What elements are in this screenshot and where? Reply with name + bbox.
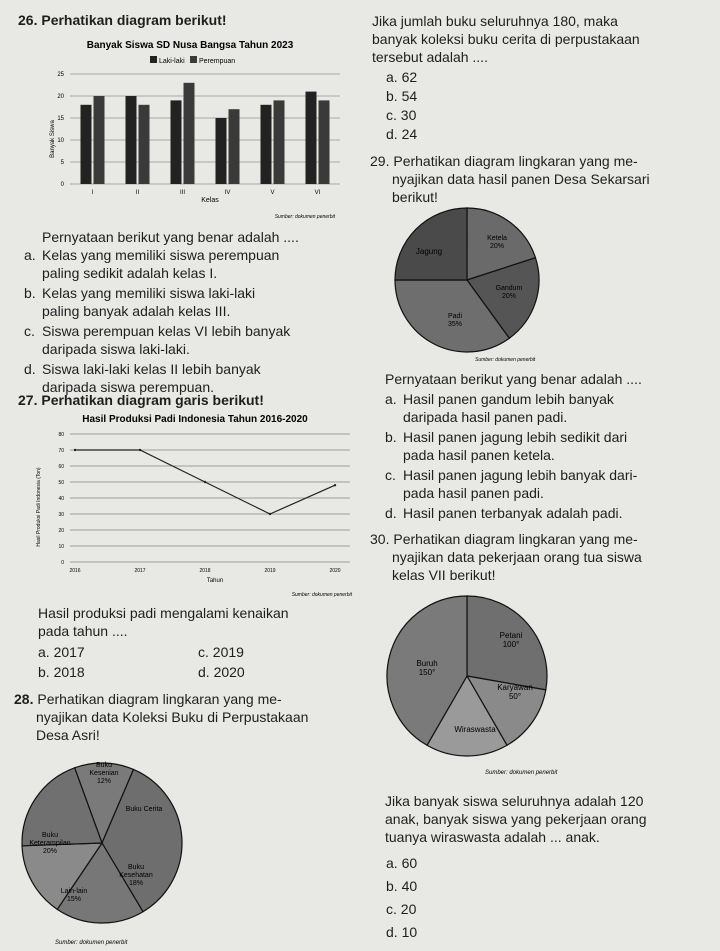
- pie-chart-panen: [385, 205, 575, 365]
- line-ytick-label: 0: [61, 560, 64, 566]
- bar-chart-siswa: [40, 34, 360, 224]
- q29-prompt-line: Perhatikan diagram lingkaran yang me-: [393, 153, 638, 169]
- q27-option-a-letter: a.: [38, 644, 50, 660]
- bar-xtick-label: I: [91, 190, 94, 196]
- legend-swatch-perempuan: [190, 56, 197, 63]
- line-chart-source: Sumber: dokumen penerbit: [291, 592, 352, 598]
- q27-option-c[interactable]: [198, 644, 244, 660]
- line-point: [334, 484, 336, 486]
- q30-number: 30.: [370, 531, 390, 547]
- q26-header: [18, 12, 227, 28]
- pie-label: 20%: [489, 243, 505, 250]
- line-ytick-label: 80: [58, 432, 64, 438]
- q30-prompt-line: kelas VII berikut!: [392, 567, 496, 583]
- q30-question-line: anak, banyak siswa yang pekerjaan orang: [385, 811, 647, 827]
- q30-prompt-line: Perhatikan diagram lingkaran yang me-: [393, 531, 638, 547]
- q28-option-b-text: 54: [401, 88, 418, 104]
- line-chart-padi: [30, 412, 360, 600]
- q30-option-c[interactable]: [386, 898, 417, 921]
- pie-label: Petani: [499, 631, 523, 640]
- bar-xtick-label: II: [135, 190, 140, 196]
- q30-option-c-text: 20: [400, 901, 417, 917]
- pie-label: Ketela: [487, 235, 507, 242]
- q28-continuation-line: tersebut adalah ....: [372, 49, 488, 65]
- q26-option-a-letter: a.: [24, 247, 36, 263]
- q29-option-b[interactable]: [385, 428, 715, 464]
- pie-label: 20%: [501, 293, 517, 300]
- q28-continuation-line: Jika jumlah buku seluruhnya 180, maka: [372, 13, 618, 29]
- pie-label: Karyawan: [497, 683, 533, 692]
- q26-options: [24, 246, 364, 396]
- pie-label: Padi: [447, 313, 463, 320]
- pie-panen-slice: [395, 208, 467, 280]
- pie-label: Buku: [96, 762, 112, 769]
- pie-label: 18%: [128, 880, 144, 887]
- q30-option-d-text: 10: [401, 924, 418, 940]
- q27-header: [18, 392, 264, 408]
- q27-option-b-text: 2018: [53, 664, 85, 680]
- pie-kerja-source: Sumber: dokumen penerbit: [485, 770, 558, 776]
- bar-xtick-label: V: [270, 190, 275, 196]
- q26-option-b-line: Kelas yang memiliki siswa laki-laki: [42, 285, 256, 301]
- q28-option-a-letter: a.: [386, 69, 398, 85]
- q28-option-a-text: 62: [401, 69, 418, 85]
- q30-option-b-text: 40: [401, 878, 418, 894]
- bar-perempuan: [319, 100, 330, 184]
- q29-option-a-line: Hasil panen gandum lebih banyak: [403, 391, 614, 407]
- pie-label: 35%: [447, 321, 463, 328]
- q27-question-line: Hasil produksi padi mengalami kenaikan: [38, 605, 289, 621]
- bar-perempuan: [184, 83, 195, 184]
- line-point: [269, 513, 271, 515]
- q28-prompt-line: nyajikan data Koleksi Buku di Perpustakaan: [36, 709, 309, 725]
- q28-continuation-line: banyak koleksi buku cerita di perpustakaan: [372, 31, 640, 47]
- line-xtick-label: 2019: [264, 568, 276, 574]
- pie-label: 100°: [502, 640, 520, 649]
- q28-number: 28.: [14, 691, 34, 707]
- bar-chart-legend: [150, 56, 235, 65]
- q27-option-c-letter: c.: [198, 644, 209, 660]
- bar-laki: [81, 105, 92, 184]
- q26-statement: Pernyataan berikut yang benar adalah ....: [42, 229, 299, 245]
- q30-option-b[interactable]: [386, 875, 417, 898]
- q27-option-a[interactable]: [38, 644, 198, 660]
- q26-option-a[interactable]: [24, 246, 364, 282]
- q26-option-b[interactable]: [24, 284, 364, 320]
- line-ytick-label: 30: [58, 512, 64, 518]
- pie-label: Kesenian: [89, 770, 119, 777]
- q29-option-b-letter: b.: [385, 429, 397, 445]
- q26-option-b-letter: b.: [24, 285, 36, 301]
- bar-ytick-label: 5: [60, 160, 64, 166]
- q28-option-c[interactable]: [386, 106, 417, 125]
- q29-options: [385, 390, 715, 522]
- pie-label: 50°: [508, 692, 522, 701]
- q28-option-a[interactable]: [386, 68, 417, 87]
- q27-option-b[interactable]: [38, 664, 198, 680]
- q29-option-a-line: daripada hasil panen padi.: [403, 409, 568, 425]
- pie-label: 15%: [66, 896, 82, 903]
- bar-laki: [261, 105, 272, 184]
- q30-option-a-text: 60: [401, 855, 418, 871]
- q29-option-a[interactable]: [385, 390, 715, 426]
- line-point: [204, 481, 206, 483]
- q27-prompt: Perhatikan diagram garis berikut!: [41, 392, 264, 408]
- legend-perempuan: Perempuan: [199, 58, 236, 65]
- bar-perempuan: [139, 105, 150, 184]
- q29-option-d-line: Hasil panen terbanyak adalah padi.: [403, 505, 623, 521]
- q26-option-d-line: daripada siswa perempuan.: [42, 379, 214, 395]
- bar-laki: [306, 92, 317, 184]
- q29-option-c-line: Hasil panen jagung lebih banyak dari-: [403, 467, 638, 483]
- q30-question-line: Jika banyak siswa seluruhnya adalah 120: [385, 793, 644, 809]
- q30-options: [386, 852, 417, 944]
- q30-option-d-letter: d.: [386, 924, 398, 940]
- q29-prompt-line: nyajikan data hasil panen Desa Sekarsari: [392, 171, 650, 187]
- q30-prompt-line: nyajikan data pekerjaan orang tua siswa: [392, 549, 642, 565]
- pie-label: Keterampilan: [29, 840, 71, 847]
- pie-label: Wiraswasta: [454, 725, 496, 734]
- bar-chart-source: Sumber: dokumen penerbit: [274, 214, 335, 220]
- q28-option-c-text: 30: [400, 107, 417, 123]
- pie-label: Kesehatan: [119, 872, 153, 879]
- pie-label: Buku: [128, 864, 144, 871]
- bar-xtick-label: III: [179, 190, 186, 196]
- q26-option-d[interactable]: [24, 360, 364, 396]
- line-xtick-label: 2017: [134, 568, 146, 574]
- pie-label: Jagung: [415, 247, 443, 256]
- q27-option-d[interactable]: [198, 664, 245, 680]
- q29-option-c-letter: c.: [385, 467, 396, 483]
- q30-option-d[interactable]: [386, 921, 417, 944]
- pie-label: Buku: [42, 832, 58, 839]
- bar-xtick-label: VI: [314, 190, 321, 196]
- q28-option-d[interactable]: [386, 125, 417, 144]
- q30-option-b-letter: b.: [386, 878, 398, 894]
- pie-buku-source: Sumber: dokumen penerbit: [55, 940, 128, 946]
- line-ytick-label: 70: [58, 448, 64, 454]
- line-chart-ylabel: Hasil Produksi Padi Indonesia (Ton): [36, 467, 42, 547]
- bar-perempuan: [94, 96, 105, 184]
- bar-perempuan: [229, 109, 240, 184]
- q27-option-d-letter: d.: [198, 664, 210, 680]
- line-ytick-label: 10: [58, 544, 64, 550]
- q28-continuation: [372, 12, 712, 66]
- bar-ytick-label: 15: [57, 116, 64, 122]
- bar-xtick-label: IV: [224, 190, 231, 196]
- q29-option-b-line: Hasil panen jagung lebih sedikit dari: [403, 429, 628, 445]
- q28-prompt-line: Perhatikan diagram lingkaran yang me-: [37, 691, 282, 707]
- bar-chart-xlabel: Kelas: [201, 197, 219, 204]
- q26-option-c-line: Siswa perempuan kelas VI lebih banyak: [42, 323, 291, 339]
- q30-question: [385, 792, 715, 846]
- legend-laki: Laki-laki: [159, 58, 185, 65]
- q28-option-b-letter: b.: [386, 88, 398, 104]
- q29-option-b-line: pada hasil panen ketela.: [403, 447, 555, 463]
- q27-option-b-letter: b.: [38, 664, 50, 680]
- q26-option-a-line: paling sedikit adalah kelas I.: [42, 265, 218, 281]
- pie-chart-buku: [20, 755, 200, 951]
- q26-option-a-line: Kelas yang memiliki siswa perempuan: [42, 247, 280, 263]
- q30-option-a-letter: a.: [386, 855, 398, 871]
- q30-option-a[interactable]: [386, 852, 417, 875]
- q30-option-c-letter: c.: [386, 901, 397, 917]
- bar-chart-title: Banyak Siswa SD Nusa Bangsa Tahun 2023: [86, 40, 294, 51]
- q27-options: [38, 644, 338, 680]
- line-chart-xlabel: Tahun: [206, 578, 224, 584]
- q30-question-line: tuanya wiraswasta adalah ... anak.: [385, 829, 600, 845]
- q29-option-d-letter: d.: [385, 505, 397, 521]
- bar-perempuan: [274, 100, 285, 184]
- bar-ytick-label: 0: [60, 182, 64, 188]
- q29-number: 29.: [370, 153, 390, 169]
- q26-option-c-line: daripada siswa laki-laki.: [42, 341, 190, 357]
- q27-option-a-text: 2017: [53, 644, 85, 660]
- q29-prompt-line: berikut!: [392, 189, 438, 205]
- pie-chart-pekerjaan: [385, 588, 575, 778]
- q28-option-d-text: 24: [401, 126, 418, 142]
- q30-header: [370, 530, 715, 584]
- q28-option-c-letter: c.: [386, 107, 397, 123]
- pie-label: Buku Cerita: [125, 806, 163, 813]
- line-point: [74, 449, 76, 451]
- pie-label: 20%: [42, 848, 58, 855]
- q26-option-d-line: Siswa laki-laki kelas II lebih banyak: [42, 361, 261, 377]
- pie-label: Gandum: [495, 285, 523, 292]
- line-ytick-label: 60: [58, 464, 64, 470]
- q26-number: 26.: [18, 12, 38, 28]
- bar-laki: [171, 100, 182, 184]
- q27-question: [38, 604, 289, 640]
- q28-prompt-line: Desa Asri!: [36, 727, 100, 743]
- q28-option-d-letter: d.: [386, 126, 398, 142]
- q28-options: [386, 68, 417, 144]
- pie-label: Buruh: [416, 659, 438, 668]
- q29-option-c[interactable]: [385, 466, 715, 502]
- bar-ytick-label: 25: [57, 72, 64, 78]
- q26-option-b-line: paling banyak adalah kelas III.: [42, 303, 231, 319]
- q26-option-c[interactable]: [24, 322, 364, 358]
- line-point: [139, 449, 141, 451]
- pie-label: Lain-lain: [60, 888, 88, 895]
- line-ytick-label: 50: [58, 480, 64, 486]
- q26-option-c-letter: c.: [24, 323, 35, 339]
- q29-header: [370, 152, 715, 206]
- q28-header: [14, 690, 354, 744]
- q26-prompt: Perhatikan diagram berikut!: [41, 12, 227, 28]
- q29-option-c-line: pada hasil panen padi.: [403, 485, 544, 501]
- pie-label: 150°: [418, 668, 436, 677]
- q29-option-a-letter: a.: [385, 391, 397, 407]
- bar-ytick-label: 10: [57, 138, 64, 144]
- q27-option-c-text: 2019: [212, 644, 244, 660]
- q29-statement: Pernyataan berikut yang benar adalah ....: [385, 371, 642, 387]
- line-xtick-label: 2016: [69, 568, 81, 574]
- line-chart-title: Hasil Produksi Padi Indonesia Tahun 2016-2020: [82, 414, 308, 425]
- bar-ytick-label: 20: [57, 94, 64, 100]
- pie-label: 12%: [96, 778, 112, 785]
- legend-swatch-laki: [150, 56, 157, 63]
- q26-option-d-letter: d.: [24, 361, 36, 377]
- line-xtick-label: 2020: [329, 568, 341, 574]
- q28-option-b[interactable]: [386, 87, 417, 106]
- bar-laki: [126, 96, 137, 184]
- bar-chart-ylabel: Banyak Siswa: [50, 120, 56, 158]
- pie-panen-source: Sumber: dokumen penerbit: [475, 357, 536, 363]
- line-ytick-label: 40: [58, 496, 64, 502]
- line-xtick-label: 2018: [199, 568, 211, 574]
- line-ytick-label: 20: [58, 528, 64, 534]
- q29-option-d[interactable]: [385, 504, 715, 522]
- q27-option-d-text: 2020: [213, 664, 245, 680]
- q27-number: 27.: [18, 392, 38, 408]
- q27-question-line: pada tahun ....: [38, 623, 128, 639]
- bar-laki: [216, 118, 227, 184]
